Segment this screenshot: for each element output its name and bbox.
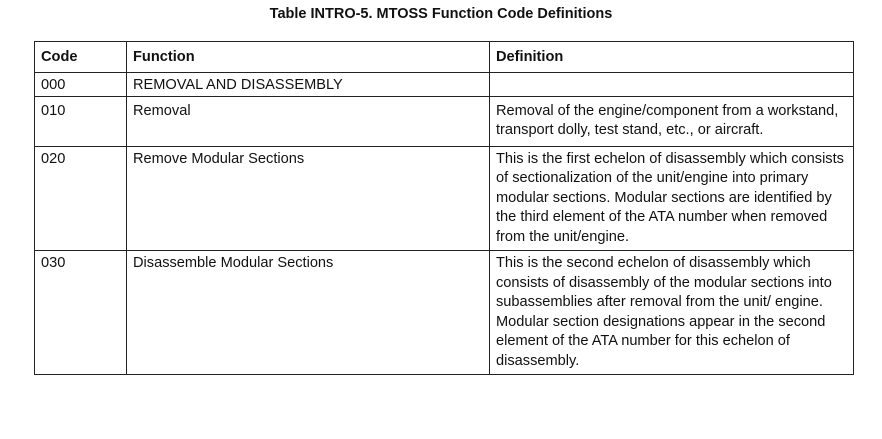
definition-cell	[490, 73, 854, 97]
function-code-table	[34, 41, 854, 375]
code-cell: 030	[35, 251, 127, 375]
code-cell: 020	[35, 146, 127, 251]
table-row	[35, 251, 854, 375]
function-cell: Disassemble Modular Sections	[127, 251, 490, 375]
column-header-definition: Definition	[490, 42, 854, 73]
table-header-row	[35, 42, 854, 73]
table-caption: Table INTRO-5. MTOSS Function Code Definitions	[269, 6, 613, 22]
code-cell: 010	[35, 96, 127, 146]
table-row	[35, 73, 854, 97]
function-cell: REMOVAL AND DISASSEMBLY	[127, 73, 490, 97]
definition-cell: Removal of the engine/component from a workstand, transport dolly, test stand, etc., or aircraft.	[490, 96, 854, 146]
definition-cell: This is the first echelon of disassembly which consists of sectionalization of the unit/engine into primary modular sections. Modular sections are identified by the third element of the ATA number when removed from the unit/engine.	[490, 146, 854, 251]
table-row	[35, 146, 854, 251]
table-row	[35, 96, 854, 146]
code-cell: 000	[35, 73, 127, 97]
function-cell: Remove Modular Sections	[127, 146, 490, 251]
column-header-code: Code	[35, 42, 127, 73]
column-header-function: Function	[127, 42, 490, 73]
function-cell: Removal	[127, 96, 490, 146]
definition-cell: This is the second echelon of disassembly which consists of disassembly of the modular sections into subassemblies after removal from the unit/ engine. Modular section designations appear in the second element of the ATA number for this echelon of disassembly.	[490, 251, 854, 375]
